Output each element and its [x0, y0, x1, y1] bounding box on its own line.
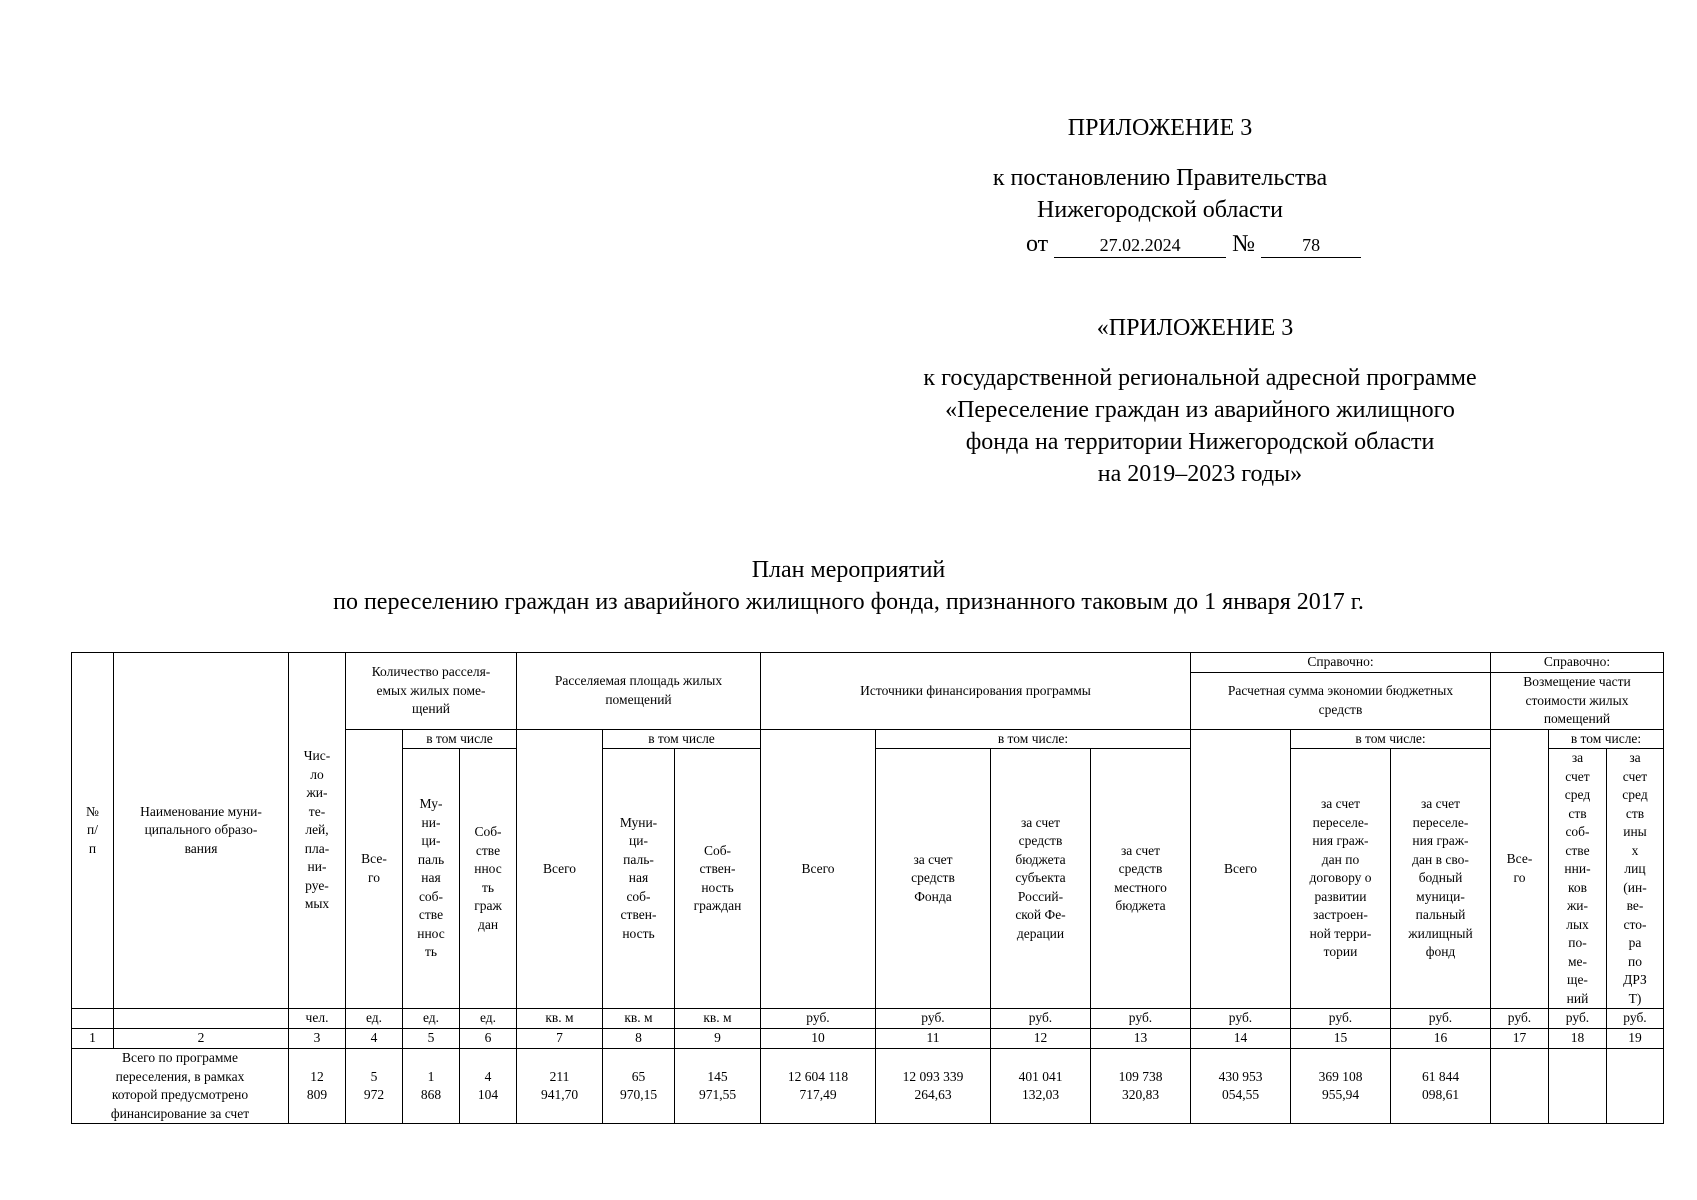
header-c15: за счет переселе- ния граж- дан по договору о развитии застроен- ной терри- тории: [1291, 749, 1391, 1009]
column-number: 10: [761, 1029, 876, 1049]
header-c4: Все- го: [346, 729, 403, 1009]
total-compensation-investor: [1607, 1049, 1664, 1124]
plan-table: [71, 652, 1664, 1124]
unit-cell: руб.: [1291, 1009, 1391, 1029]
header-reference-1: Справочно:: [1191, 653, 1491, 673]
unit-cell: ед.: [346, 1009, 403, 1029]
column-number: 12: [991, 1029, 1091, 1049]
header-reference-2: Справочно:: [1491, 653, 1664, 673]
program-reference: [840, 362, 1560, 490]
header-c8: Муни- ци- паль- ная соб- ствен- ность: [603, 749, 675, 1009]
total-funding-fund: 12 093 339 264,63: [876, 1049, 991, 1124]
header-c13: за счет средств местного бюджета: [1091, 749, 1191, 1009]
total-savings-municipal-fund: 61 844 098,61: [1391, 1049, 1491, 1124]
column-number: 7: [517, 1029, 603, 1049]
appendix-title: ПРИЛОЖЕНИЕ 3: [1067, 115, 1253, 141]
header-incl-comp: в том числе:: [1549, 729, 1664, 749]
program-line-2: «Переселение граждан из аварийного жилищного: [945, 397, 1455, 423]
header-c11: за счет средств Фонда: [876, 749, 991, 1009]
decree-line-2: Нижегородской области: [1036, 197, 1284, 223]
total-funding: 12 604 118 717,49: [761, 1049, 876, 1124]
header-area: Расселяемая площадь жилых помещений: [517, 653, 761, 730]
plan-heading: [0, 554, 1697, 618]
column-number: 14: [1191, 1029, 1291, 1049]
unit-cell: руб.: [1091, 1009, 1191, 1029]
total-savings-development: 369 108 955,94: [1291, 1049, 1391, 1124]
program-line-1: к государственной региональной адресной программе: [923, 365, 1477, 391]
column-number: 13: [1091, 1029, 1191, 1049]
header-incl-area: в том числе: [603, 729, 761, 749]
column-number: 5: [403, 1029, 460, 1049]
header-compensation: Возмещение части стоимости жилых помещений: [1491, 673, 1664, 730]
unit-cell-empty: [72, 1009, 114, 1029]
header-residents: Чис- ло жи- те- лей, пла- ни- руе- мых: [289, 653, 346, 1009]
total-area-municipal: 65 970,15: [603, 1049, 675, 1124]
header-c5: Му- ни- ци- паль ная соб- стве ннос ть: [403, 749, 460, 1009]
column-number: 2: [114, 1029, 289, 1049]
decree-date-line: [1026, 228, 1361, 260]
unit-cell: руб.: [1607, 1009, 1664, 1029]
unit-cell-empty: [114, 1009, 289, 1029]
total-dwellings: 5 972: [346, 1049, 403, 1124]
header-funding-sources: Источники финансирования программы: [761, 653, 1191, 730]
total-area: 211 941,70: [517, 1049, 603, 1124]
header-c12: за счет средств бюджета субъекта Россий- ской Фе- дерации: [991, 749, 1091, 1009]
column-number: 4: [346, 1029, 403, 1049]
unit-cell: кв. м: [517, 1009, 603, 1029]
column-number: 6: [460, 1029, 517, 1049]
unit-cell: чел.: [289, 1009, 346, 1029]
header-c18: за счет сред ств соб- стве нни- ков жи- лых по- ме- ще- ний: [1549, 749, 1607, 1009]
decree-date: 27.02.2024: [1054, 233, 1226, 258]
header-municipality: Наименование муни- ципального образо- вания: [114, 653, 289, 1009]
unit-cell: руб.: [1549, 1009, 1607, 1029]
decree-number: 78: [1261, 233, 1361, 258]
header-incl-qty: в том числе: [403, 729, 517, 749]
header-incl-savings: в том числе:: [1291, 729, 1491, 749]
total-funding-region: 401 041 132,03: [991, 1049, 1091, 1124]
date-prefix: от: [1026, 231, 1049, 257]
header-c7: Всего: [517, 729, 603, 1009]
unit-cell: руб.: [1491, 1009, 1549, 1029]
header-num: № п/ п: [72, 653, 114, 1009]
column-number: 18: [1549, 1029, 1607, 1049]
unit-cell: руб.: [1391, 1009, 1491, 1029]
header-c19: за счет сред ств ины х лиц (ин- ве- сто- ра по ДРЗ Т): [1607, 749, 1664, 1009]
decree-reference: [900, 162, 1420, 226]
header-dwelling-count: Количество расселя- емых жилых поме- щений: [346, 653, 517, 730]
total-row-label: Всего по программе переселения, в рамках которой предусмотрено финансирование за счет: [72, 1049, 289, 1124]
total-compensation-owners: [1549, 1049, 1607, 1124]
header-budget-savings: Расчетная сумма экономии бюджетных средств: [1191, 673, 1491, 730]
header-c14: Всего: [1191, 729, 1291, 1009]
total-savings: 430 953 054,55: [1191, 1049, 1291, 1124]
plan-title: План мероприятий: [751, 557, 946, 583]
total-funding-local: 109 738 320,83: [1091, 1049, 1191, 1124]
unit-cell: руб.: [991, 1009, 1091, 1029]
header-c16: за счет переселе- ния граж- дан в сво- бодный муници- пальный жилищный фонд: [1391, 749, 1491, 1009]
unit-cell: ед.: [460, 1009, 517, 1029]
unit-cell: руб.: [761, 1009, 876, 1029]
unit-cell: ед.: [403, 1009, 460, 1029]
table-row-total: [72, 1049, 1664, 1124]
number-sign: №: [1232, 231, 1256, 257]
program-appendix-title: «ПРИЛОЖЕНИЕ 3: [1096, 315, 1294, 341]
unit-cell: руб.: [1191, 1009, 1291, 1029]
total-compensation: [1491, 1049, 1549, 1124]
header-c6: Соб- стве ннос ть граж дан: [460, 749, 517, 1009]
column-number: 19: [1607, 1029, 1664, 1049]
header-c17: Все- го: [1491, 729, 1549, 1009]
column-numbers-row: [72, 1029, 1664, 1049]
total-dwellings-municipal: 1 868: [403, 1049, 460, 1124]
column-number: 8: [603, 1029, 675, 1049]
unit-cell: руб.: [876, 1009, 991, 1029]
column-number: 1: [72, 1029, 114, 1049]
total-area-private: 145 971,55: [675, 1049, 761, 1124]
header-c9: Соб- ствен- ность граждан: [675, 749, 761, 1009]
total-dwellings-private: 4 104: [460, 1049, 517, 1124]
column-number: 16: [1391, 1029, 1491, 1049]
total-residents: 12 809: [289, 1049, 346, 1124]
header-incl-funding: в том числе:: [876, 729, 1191, 749]
unit-cell: кв. м: [603, 1009, 675, 1029]
column-number: 15: [1291, 1029, 1391, 1049]
column-number: 11: [876, 1029, 991, 1049]
column-number: 9: [675, 1029, 761, 1049]
column-number: 17: [1491, 1029, 1549, 1049]
column-number: 3: [289, 1029, 346, 1049]
units-row: [72, 1009, 1664, 1029]
program-line-3: фонда на территории Нижегородской области: [965, 429, 1435, 455]
unit-cell: кв. м: [675, 1009, 761, 1029]
decree-line-1: к постановлению Правительства: [992, 165, 1328, 191]
plan-subtitle: по переселению граждан из аварийного жилищного фонда, признанного таковым до 1 января 2017 г.: [333, 589, 1364, 615]
program-line-4: на 2019–2023 годы»: [1097, 461, 1303, 487]
header-c10: Всего: [761, 729, 876, 1009]
